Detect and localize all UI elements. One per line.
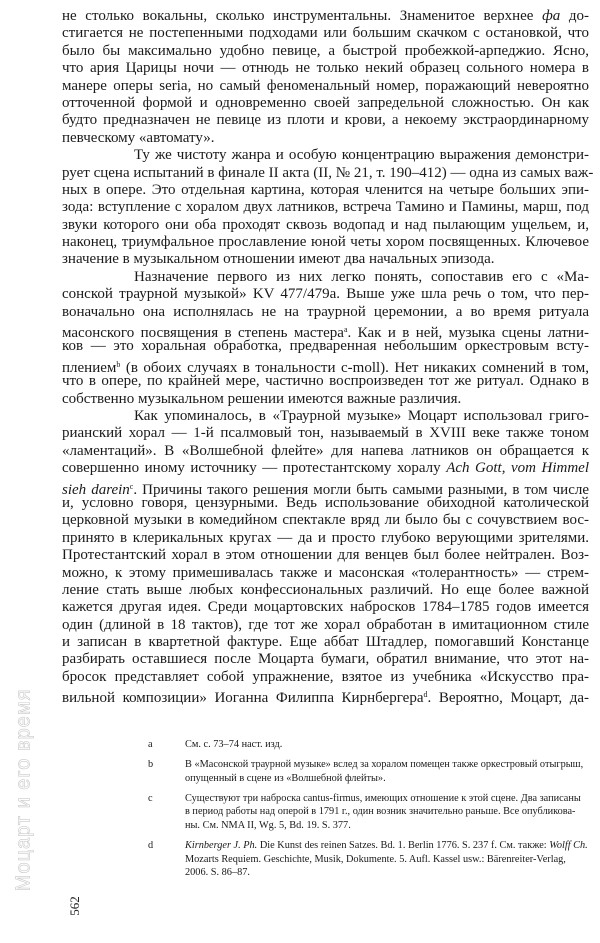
page-number: 562 xyxy=(67,896,82,916)
text-line: и, условно говоря, цензурными. Ведь использование обиходной католической xyxy=(62,494,589,511)
text-line: церковной музыки в комедийном спектакле вряд ли было бы с сочувствием вос- xyxy=(62,512,589,529)
text-segment: Wolff Ch. xyxy=(549,840,588,852)
text-line: стигается не постепенными подходами или большим скачком с остановкой, что xyxy=(62,25,589,42)
text-segment: Ach Gott, vom Himmel xyxy=(446,460,589,477)
text-line: собственно музыкальном решении имеются важные различия. xyxy=(62,390,462,407)
text-line: бросок представляет собой упражнение, взятое из учебника «Искусство пра- xyxy=(62,668,589,685)
text-line: манере оперы seria, но самый феноменальный номер, поражающий невероятно xyxy=(62,77,589,94)
text-line: певческому «автомату». xyxy=(62,129,215,146)
footnote-line: опущенный в сцене из «Волшебной флейты». xyxy=(185,772,386,784)
text-line xyxy=(62,8,589,25)
text-line xyxy=(62,460,589,477)
paragraph xyxy=(62,8,589,147)
text-segment: до- xyxy=(560,8,589,24)
text-line: Как упоминалось, в «Траурной музыке» Моцарт использовал григо- xyxy=(134,407,589,424)
footnote-ref: a xyxy=(343,325,348,335)
footnote-text xyxy=(185,738,588,752)
footnote-ref: c xyxy=(129,481,134,491)
text-segment: . Как и в ней, музыка сцены латни- xyxy=(347,325,589,342)
text-line xyxy=(62,321,589,342)
footnote-line: В «Масонской траурной музыке» вслед за хоралом помещен также оркестровый отыгрыш, xyxy=(185,759,584,771)
footnote-mark: d xyxy=(148,840,154,852)
text-segment: . Причины такого решения могли быть самыми разными, в том числе xyxy=(133,481,589,498)
footnote-line: См. с. 73–74 наст. изд. xyxy=(185,739,283,750)
text-line: ление стать выше любых конфессиональных различий. Но еще более важной xyxy=(62,581,589,598)
text-line: и записан в квартетной фактуре. Еще аббат Штадлер, помогавший Констанце xyxy=(62,634,589,651)
text-line: значение в музыкальном отношении имеют два начальных эпизода. xyxy=(62,251,495,268)
body-text xyxy=(62,8,594,707)
text-line: «ламентаций». В «Волшебной флейте» для напева латников он обращается к xyxy=(62,442,589,459)
footnote-text xyxy=(185,758,588,785)
text-line: Протестантский хорал в этом отношении для венцев был более нейтрален. Воз- xyxy=(62,547,589,564)
text-segment: Die Kunst des reinen Satzes. Bd. 1. Berlin 1776. S. 237 f. См. также: xyxy=(257,840,550,852)
footnote-mark: c xyxy=(148,792,153,804)
text-segment: . Вероятно, Моцарт, да- xyxy=(427,690,589,707)
footnote-line: 2006. S. 86–87. xyxy=(185,867,250,879)
text-line: отточенной формой и одновременно своей запредельной сложностью. Он как xyxy=(62,94,589,111)
text-line: кажется другая идея. Среди моцартовских набросков 1784–1785 годов имеется xyxy=(62,599,589,616)
text-line xyxy=(62,478,589,498)
footnote-d xyxy=(148,839,588,880)
footnote-a xyxy=(148,738,588,752)
text-line xyxy=(62,686,589,707)
text-line: звуки которого они оба проходят сквозь водопад и над пылающим ущельем, и, xyxy=(62,216,589,233)
footnotes xyxy=(148,738,588,886)
footnote-mark: b xyxy=(148,759,154,771)
text-segment: совершенно иному источнику — протестантскому хоралу xyxy=(62,460,447,477)
text-line: зода: вступление с хоралом двух латников, встреча Тамино и Памины, марш, под xyxy=(62,199,589,216)
text-line: ных в опере. Это отдельная картина, которая членится на четыре больших эпи- xyxy=(62,181,589,198)
footnote-ref: d xyxy=(423,690,428,700)
text-line: разбирать оставшиеся после Моцарта бумаги, обратил внимание, что этот на- xyxy=(62,651,589,668)
footnote-b xyxy=(148,758,588,785)
text-segment: (в обоих случаях в тональности c-moll). Нет никаких сомнений в том, xyxy=(120,359,589,376)
text-line: будто предназначен не певице из плоти и крови, а некоему экстраординарному xyxy=(62,112,589,129)
text-segment: Kirnberger J. Ph. xyxy=(185,840,258,852)
text-line: рианский хорал — 1-й псалмовый тон, называемый в XVIII веке также тоном xyxy=(62,425,589,442)
text-segment: плением xyxy=(62,359,117,376)
text-segment: sieh darein xyxy=(62,481,130,498)
text-segment: вильной композиции» Иоганна Филиппа Кирнбергера xyxy=(62,690,424,707)
text-line: Назначение первого из них легко понять, сопоставив его с «Ма- xyxy=(134,268,589,285)
text-line xyxy=(62,356,589,376)
text-line: принято в клерикальных кругах — да и просто глубоко верующими зрителями. xyxy=(62,529,589,546)
text-line: ков — это хоральная обработка, предваренная небольшим оркестровым всту- xyxy=(62,338,589,355)
text-line: сонской траурной музыкой» KV 477/479a. Выше уже шла речь о том, что пер- xyxy=(62,286,589,303)
footnote-line: Mozarts Requiem. Geschichte, Musik, Dokumente. 5. Aufl. Kassel usw.: Bärenreiter-Verlag, xyxy=(185,853,566,865)
text-line: Ту же чистоту жанра и особую концентрацию выражения демонстри- xyxy=(134,147,589,164)
paragraph xyxy=(62,407,589,707)
footnote-text xyxy=(185,839,588,880)
footnote-line: ны. См. NMA II, Wg. 5, Bd. 19. S. 377. xyxy=(185,819,351,831)
text-line: рует сцена испытаний в финале II акта (II, № 21, т. 190–412) — одна из самых важ- xyxy=(62,164,594,181)
text-segment: фа xyxy=(542,8,561,24)
text-segment: не столько вокальны, сколько инструментальны. Знаменитое верхнее xyxy=(62,8,543,24)
footnote-c xyxy=(148,792,588,833)
text-line: наконец, триумфальное прославление юной четы хором посвященных. Ключевое xyxy=(62,234,589,251)
footnote-line: Существуют три наброска cantus-firmus, имеющих отношение к этой сцене. Два записаны xyxy=(185,792,581,804)
text-line: что в опере, по крайней мере, частично воспроизведен тот же ритуал. Однако в xyxy=(62,373,589,390)
footnote-text xyxy=(185,792,588,833)
side-watermark: Моцарт и его время xyxy=(12,688,35,892)
text-line: было бы максимально удобно певице, а быстрой пробежкой-арпеджио. Ясно, xyxy=(62,42,589,59)
footnote-mark: a xyxy=(148,739,153,750)
text-line: воначально она исполнялась не на траурной церемонии, а во время ритуала xyxy=(62,303,589,320)
paragraph xyxy=(62,147,594,269)
paragraph xyxy=(62,269,589,408)
text-segment: масонского посвящения в степень мастера xyxy=(62,325,344,342)
text-line: один (длиной в 18 тактов), где тот же хорал обработан в имитационном стиле xyxy=(62,616,589,633)
text-line: можно, к этому примешивалась также и масонская «толерантность» — стрем- xyxy=(62,564,589,581)
footnote-line: в период работы над оперой в 1791 г., один возник значительно раньше. Все опубликова- xyxy=(185,806,576,818)
text-line: что ария Царицы ночи — отнюдь не только некий образец сольного номера в xyxy=(62,60,589,77)
footnote-ref: b xyxy=(116,359,121,369)
footnote-line xyxy=(185,839,588,853)
